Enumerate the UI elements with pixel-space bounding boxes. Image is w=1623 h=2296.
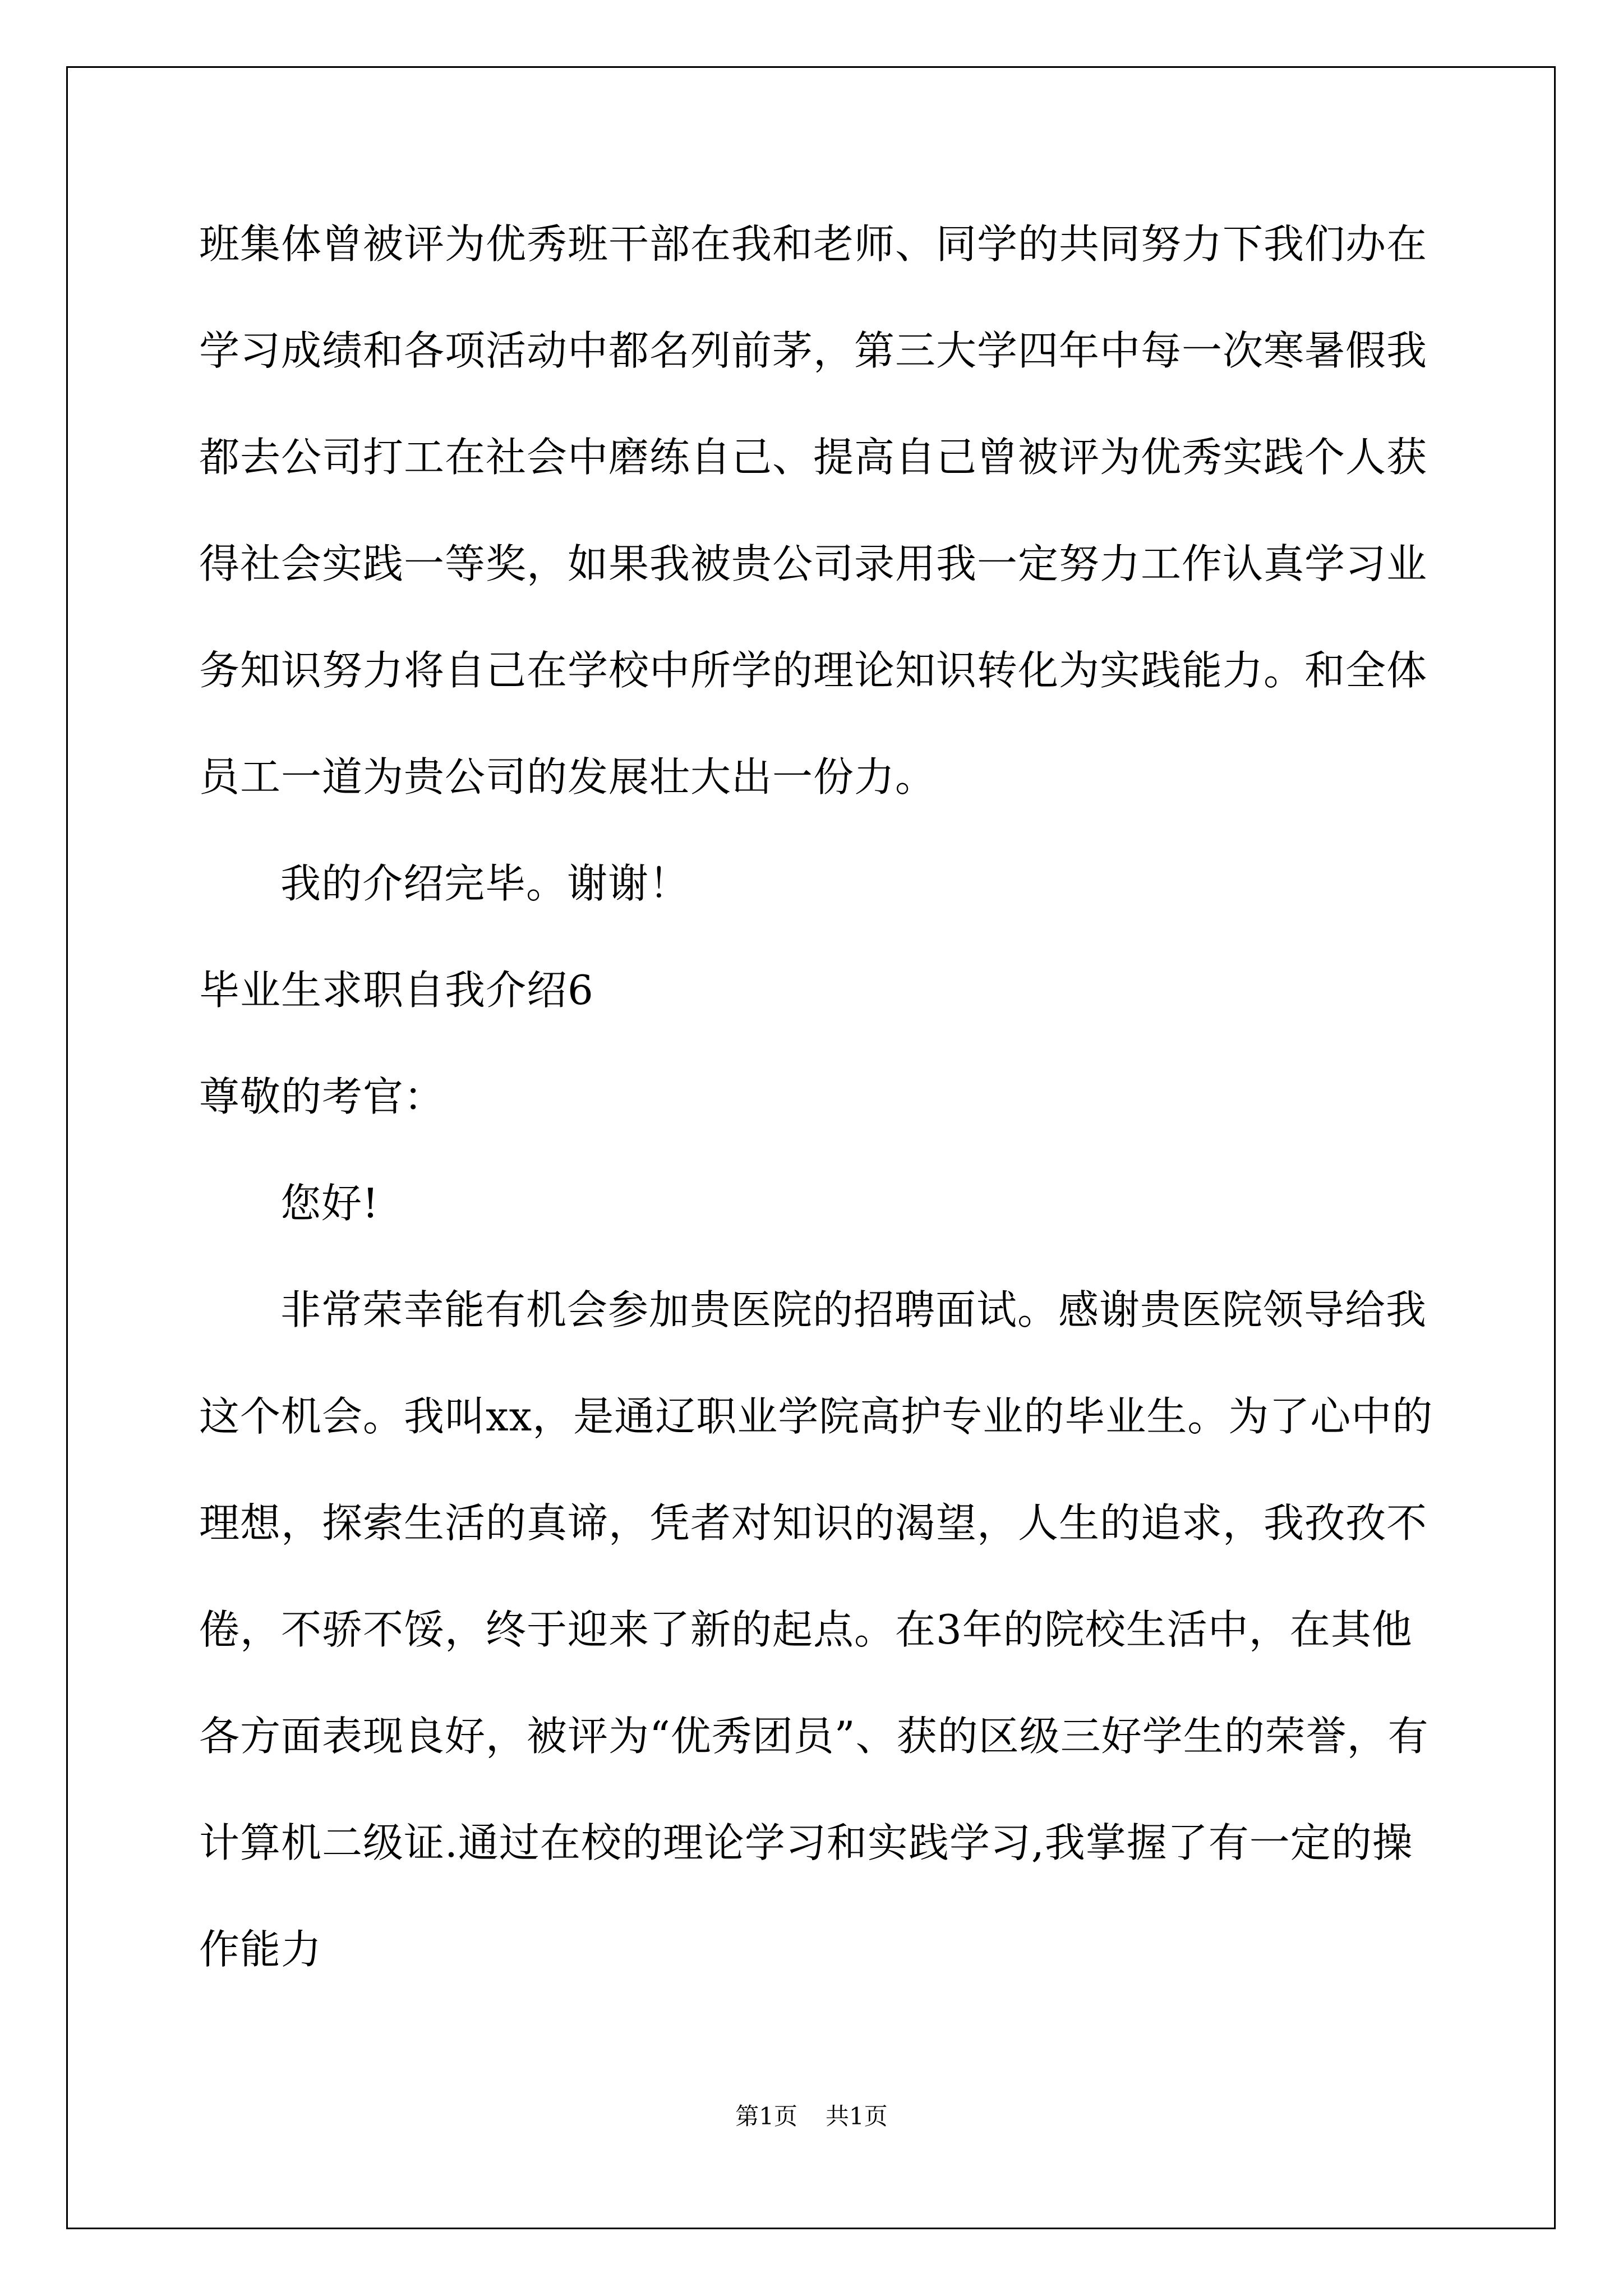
salutation: 尊敬的考官：: [199, 1073, 445, 1120]
section-heading: 毕业生求职自我介绍6: [199, 967, 594, 1014]
text-line: 倦，不骄不馁，终于迎来了新的起点。在3年的院校生活中，在其他: [199, 1606, 1413, 1653]
text-line: 都去公司打工在社会中磨练自己、提高自己曾被评为优秀实践个人获: [199, 434, 1428, 481]
text-line: 员工一道为贵公司的发展壮大出一份力。: [199, 753, 937, 800]
page-number: 第1页: [735, 2102, 797, 2130]
text-line: 务知识努力将自己在学校中所学的理论知识转化为实践能力。和全体: [199, 647, 1428, 694]
greeting: 您好!: [280, 1180, 379, 1227]
text-line: 这个机会。我叫xx，是通辽职业学院高护专业的毕业生。为了心中的: [199, 1393, 1433, 1440]
closing-line: 我的介绍完毕。谢谢！: [280, 860, 690, 907]
text-line: 计算机二级证.通过在校的理论学习和实践学习,我掌握了有一定的操: [199, 1819, 1413, 1866]
text-line: 非常荣幸能有机会参加贵医院的招聘面试。感谢贵医院领导给我: [280, 1286, 1427, 1333]
text-line: 作能力: [199, 1926, 322, 1973]
text-line: 理想，探索生活的真谛，凭者对知识的渴望，人生的追求，我孜孜不: [199, 1499, 1428, 1547]
document-body: [199, 191, 1433, 2003]
text-line: 学习成绩和各项活动中都名列前茅，第三大学四年中每一次寒暑假我: [199, 327, 1428, 374]
text-line: 各方面表现良好，被评为“优秀团员”、获的区级三好学生的荣誉，有: [199, 1713, 1429, 1760]
page-total: 共1页: [826, 2102, 888, 2130]
text-line: 班集体曾被评为优秀班干部在我和老师、同学的共同努力下我们办在: [199, 220, 1428, 268]
page-footer: [0, 2098, 1623, 2132]
text-line: 得社会实践一等奖，如果我被贵公司录用我一定努力工作认真学习业: [199, 540, 1428, 587]
